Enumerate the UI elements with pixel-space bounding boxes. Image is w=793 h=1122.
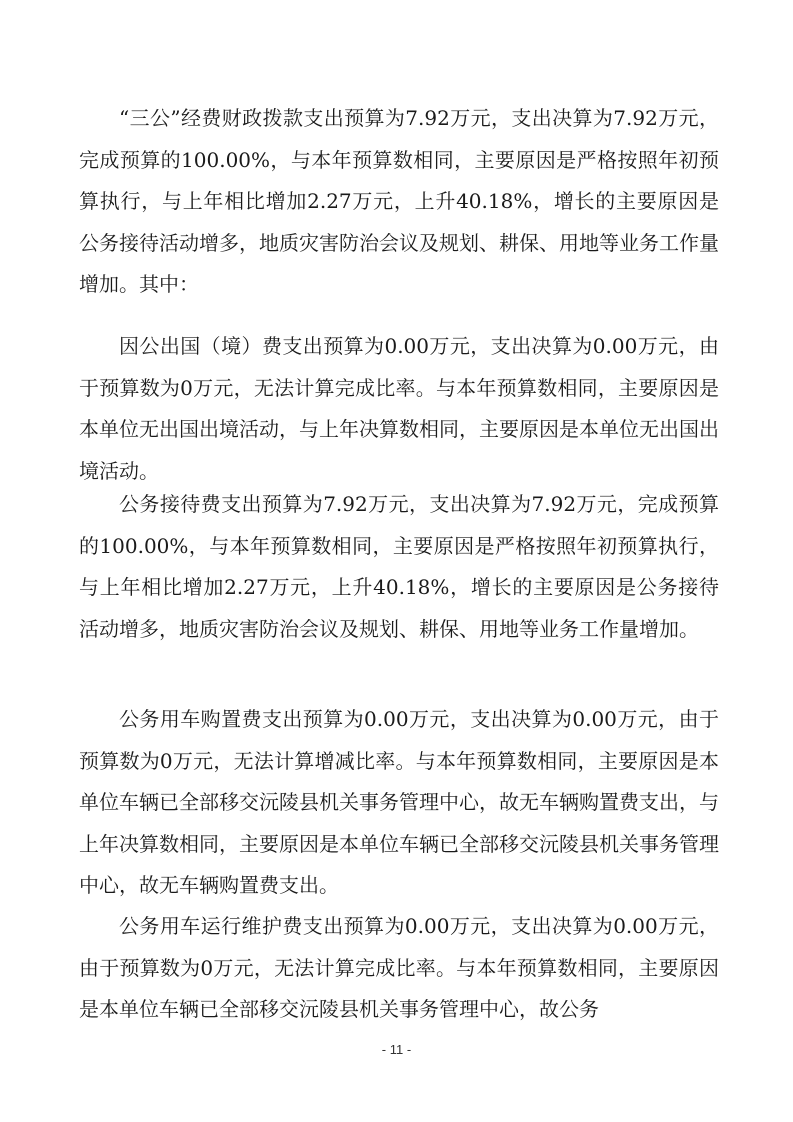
paragraph-overseas-travel: 因公出国（境）费支出预算为0.00万元，支出决算为0.00万元，由于预算数为0万元，无法计算完成比率。与本年预算数相同，主要原因是本单位无出国出境活动，与上年决算数相同，主要原因是本单位无出国出境活动。 — [79, 334, 719, 483]
page-number: - 11 - — [381, 1042, 412, 1057]
paragraph-three-public-expenses: “三公”经费财政拨款支出预算为7.92万元，支出决算为7.92万元，完成预算的100.00%，与本年预算数相同，主要原因是严格按照年初预算执行，与上年相比增加2.27万元，上升40.18%，增长的主要原因是公务接待活动增多，地质灾害防治会议及规划、耕保、用地等业务工作量增加。其中： — [79, 106, 719, 296]
paragraph-vehicle-purchase: 公务用车购置费支出预算为0.00万元，支出决算为0.00万元，由于预算数为0万元，无法计算增减比率。与本年预算数相同，主要原因是本单位车辆已全部移交沅陵县机关事务管理中心，故无车辆购置费支出，与上年决算数相同，主要原因是本单位车辆已全部移交沅陵县机关事务管理中心，故无车辆购置费支出。 — [79, 707, 719, 897]
paragraph-official-reception: 公务接待费支出预算为7.92万元，支出决算为7.92万元，完成预算的100.00%，与本年预算数相同，主要原因是严格按照年初预算执行，与上年相比增加2.27万元，上升40.18%，增长的主要原因是公务接待活动增多，地质灾害防治会议及规划、耕保、用地等业务工作量增加。 — [79, 492, 719, 641]
paragraph-vehicle-maintenance: 公务用车运行维护费支出预算为0.00万元，支出决算为0.00万元，由于预算数为0万元，无法计算完成比率。与本年预算数相同，主要原因是本单位车辆已全部移交沅陵县机关事务管理中心，故公务 — [79, 914, 719, 1021]
